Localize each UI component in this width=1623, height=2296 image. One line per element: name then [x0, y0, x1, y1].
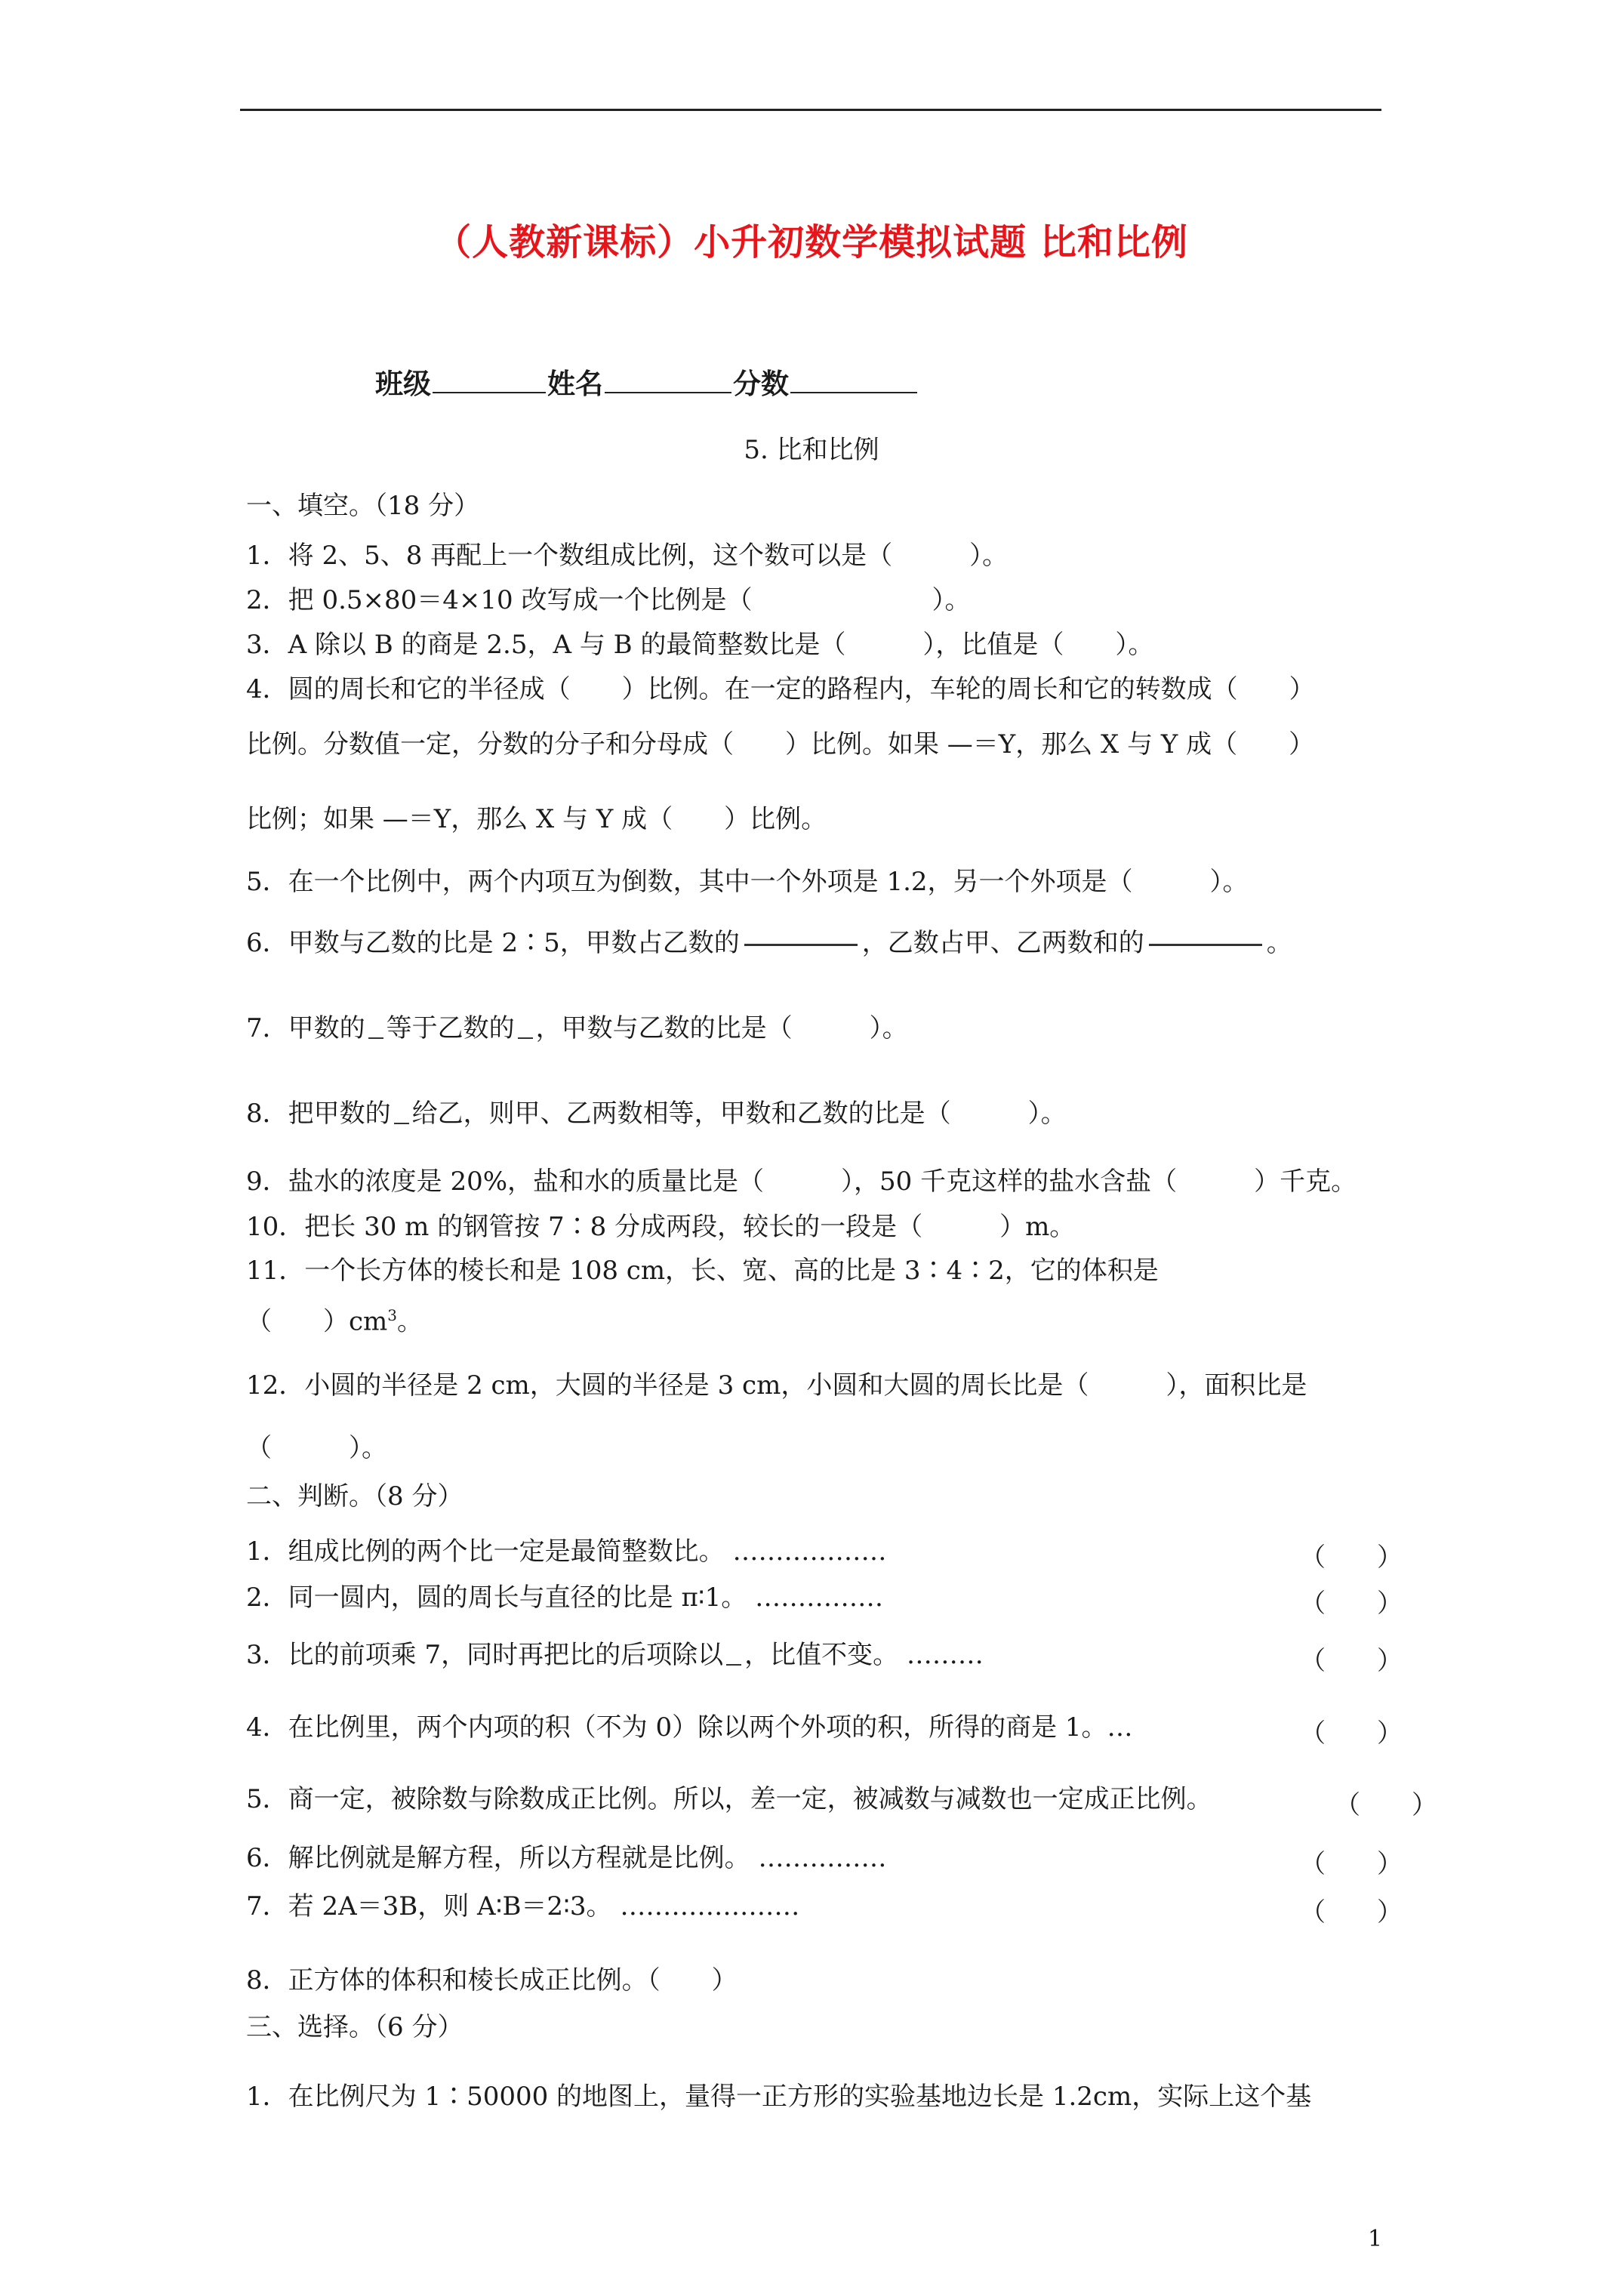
class-blank[interactable]	[433, 366, 546, 393]
page-number: 1	[1368, 2226, 1383, 2252]
answer-blank[interactable]	[744, 944, 858, 946]
judge-item-5: 5．商一定，被除数与除数成正比例。所以，差一定，被减数与减数也一定成正比例。	[246, 1784, 1212, 1814]
question-1-4b: 比例。分数值一定，分数的分子和分母成（ ）比例。如果 —＝Y，那么 X 与 Y 成（ ）	[246, 729, 1315, 760]
question-1-1: 1．将 2、5、8 再配上一个数组成比例，这个数可以是（ ）。	[246, 541, 1009, 571]
judge-item-3: 3．比的前项乘 7，同时再把比的后项除以 ，比值不变。 ………	[246, 1640, 984, 1670]
student-info-line	[375, 361, 919, 402]
question-1-4c: 比例；如果 —＝Y，那么 X 与 Y 成（ ）比例。	[246, 804, 827, 834]
section-subtitle: 5. 比和比例	[744, 435, 879, 465]
question-1-3: 3．A 除以 B 的商是 2.5，A 与 B 的最简整数比是（ ），比值是（ ）。	[246, 630, 1154, 660]
judge-answer-1[interactable]: （ ）	[1300, 1542, 1403, 1573]
judge-answer-3[interactable]: （ ）	[1300, 1646, 1403, 1676]
judge-answer-5[interactable]: （ ）	[1335, 1790, 1437, 1820]
score-blank[interactable]	[790, 366, 917, 393]
fraction-placeholder	[518, 1021, 533, 1039]
judge-answer-6[interactable]: （ ）	[1300, 1849, 1403, 1879]
section3-heading: 三、选择。（6 分）	[246, 2012, 463, 2042]
answer-blank[interactable]	[1149, 944, 1262, 946]
question-1-12a: 12．小圆的半径是 2 cm，大圆的半径是 3 cm，小圆和大圆的周长比是（ ），面积比是	[246, 1370, 1307, 1401]
question-1-11b: （ ）$cm^3$。	[246, 1306, 423, 1337]
question-1-5: 5．在一个比例中，两个内项互为倒数，其中一个外项是 1.2，另一个外项是（ ）。	[246, 867, 1249, 897]
class-label: 班级	[375, 367, 431, 400]
question-1-11a: 11．一个长方体的棱长和是 108 cm，长、宽、高的比是 3∶4∶2，它的体积是	[246, 1256, 1159, 1286]
question-1-10: 10．把长 30 m 的钢管按 7∶8 分成两段，较长的一段是（ ）m。	[246, 1212, 1076, 1242]
judge-item-4: 4．在比例里，两个内项的积（不为 0）除以两个外项的积，所得的商是 1。…	[246, 1712, 1133, 1743]
question-1-2: 2．把 0.5×80＝4×10 改写成一个比例是（ ）。	[246, 585, 971, 615]
judge-item-2: 2．同一圆内，圆的周长与直径的比是 π∶1。 ……………	[246, 1583, 884, 1613]
fraction-placeholder	[726, 1647, 741, 1666]
section1-heading: 一、填空。（18 分）	[246, 491, 480, 521]
question-1-8: 8．把甲数的 给乙，则甲、乙两数相等，甲数和乙数的比是（ ）。	[246, 1099, 1067, 1129]
question-1-9: 9．盐水的浓度是 20%，盐和水的质量比是（ ），50 千克这样的盐水含盐（ ）千克。	[246, 1166, 1357, 1197]
score-label: 分数	[733, 367, 789, 400]
judge-item-8: 8．正方体的体积和棱长成正比例。（ ）	[246, 1965, 738, 1996]
page-title: （人教新课标）小升初数学模拟试题 比和比例	[435, 221, 1188, 264]
judge-item-7: 7．若 2A＝3B，则 A∶B＝2∶3。 …………………	[246, 1891, 800, 1922]
choice-question-1: 1．在比例尺为 1∶50000 的地图上，量得一正方形的实验基地边长是 1.2cm，实际上这个基	[246, 2082, 1312, 2112]
judge-item-1: 1．组成比例的两个比一定是最简整数比。 ………………	[246, 1536, 887, 1567]
judge-answer-7[interactable]: （ ）	[1300, 1897, 1403, 1928]
section2-heading: 二、判断。（8 分）	[246, 1481, 463, 1512]
judge-item-6: 6．解比例就是解方程，所以方程就是比例。 ……………	[246, 1843, 887, 1873]
name-blank[interactable]	[605, 366, 731, 393]
name-label: 姓名	[547, 367, 603, 400]
question-1-7: 7．甲数的 等于乙数的 ，甲数与乙数的比是（ ）。	[246, 1013, 908, 1043]
question-1-6: 6．甲数与乙数的比是 2∶5，甲数占乙数的 ，乙数占甲、乙两数和的 。	[246, 928, 1292, 958]
judge-answer-2[interactable]: （ ）	[1300, 1589, 1403, 1619]
fraction-placeholder	[368, 1021, 383, 1039]
fraction-placeholder	[394, 1106, 409, 1124]
question-1-12b: （ ）。	[246, 1433, 387, 1463]
question-1-4a: 4．圆的周长和它的半径成（ ）比例。在一定的路程内，车轮的周长和它的转数成（ ）	[246, 674, 1315, 704]
top-rule	[240, 109, 1381, 111]
judge-answer-4[interactable]: （ ）	[1300, 1718, 1403, 1749]
